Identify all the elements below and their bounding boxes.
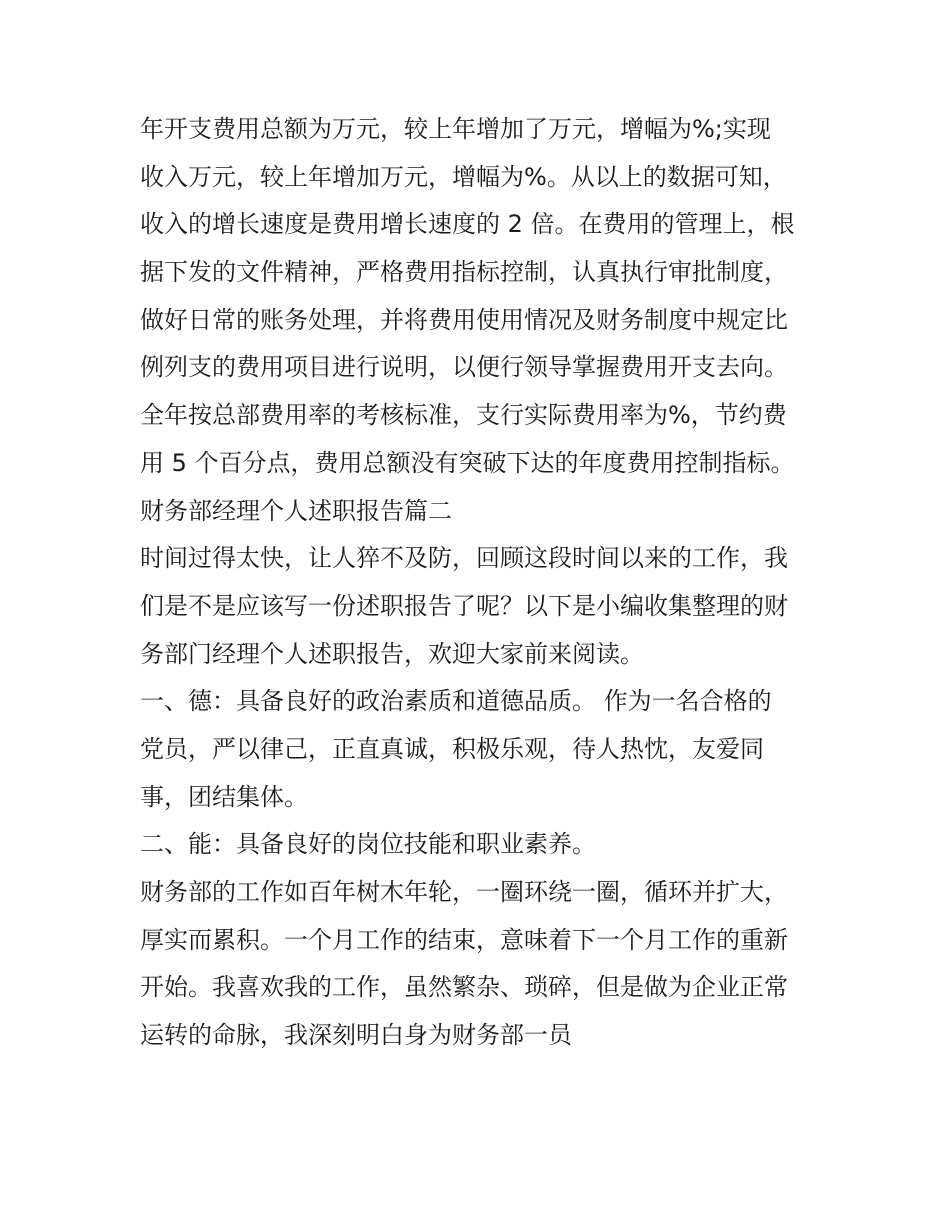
text-line-18: 厚实而累积。一个月工作的结束，意味着下一个月工作的重新 bbox=[140, 925, 788, 954]
text-line-10: 时间过得太快，让人猝不及防，回顾这段时间以来的工作，我 bbox=[140, 544, 788, 573]
text-line-3: 收入的增长速度是费用增长速度的 2 倍。在费用的管理上，根 bbox=[140, 210, 795, 239]
text-line-6: 例列支的费用项目进行说明，以便行领导掌握费用开支去向。 bbox=[140, 353, 788, 382]
section-heading: 财务部经理个人述职报告篇二 bbox=[140, 496, 452, 525]
text-line-20: 运转的命脉，我深刻明白身为财务部一员 bbox=[140, 1021, 572, 1050]
text-line-16: 二、能：具备良好的岗位技能和职业素养。 bbox=[140, 830, 596, 859]
text-line-11: 们是不是应该写一份述职报告了呢？以下是小编收集整理的财 bbox=[140, 591, 788, 620]
text-line-13: 一、德：具备良好的政治素质和道德品质。 作为一名合格的 bbox=[140, 687, 772, 716]
text-line-14: 党员，严以律己，正直真诚，积极乐观，待人热忱，友爱同 bbox=[140, 734, 764, 763]
text-line-15: 事，团结集体。 bbox=[140, 782, 308, 811]
text-line-17: 财务部的工作如百年树木年轮，一圈环绕一圈，循环并扩大， bbox=[140, 878, 788, 906]
text-line-19: 开始。我喜欢我的工作，虽然繁杂、琐碎，但是做为企业正常 bbox=[140, 973, 788, 1002]
text-line-7: 全年按总部费用率的考核标准，支行实际费用率为%，节约费 bbox=[140, 401, 787, 430]
text-line-8: 用 5 个百分点，费用总额没有突破下达的年度费用控制指标。 bbox=[140, 448, 795, 477]
text-line-2: 收入万元，较上年增加万元，增幅为%。从以上的数据可知， bbox=[140, 162, 787, 191]
text-line-5: 做好日常的账务处理，并将费用使用情况及财务制度中规定比 bbox=[140, 305, 788, 334]
text-line-12: 务部门经理个人述职报告，欢迎大家前来阅读。 bbox=[140, 639, 644, 668]
text-line-1: 年开支费用总额为万元，较上年增加了万元，增幅为%;实现 bbox=[140, 115, 771, 143]
text-line-4: 据下发的文件精神，严格费用指标控制，认真执行审批制度， bbox=[140, 258, 788, 287]
document-body bbox=[140, 106, 830, 1060]
